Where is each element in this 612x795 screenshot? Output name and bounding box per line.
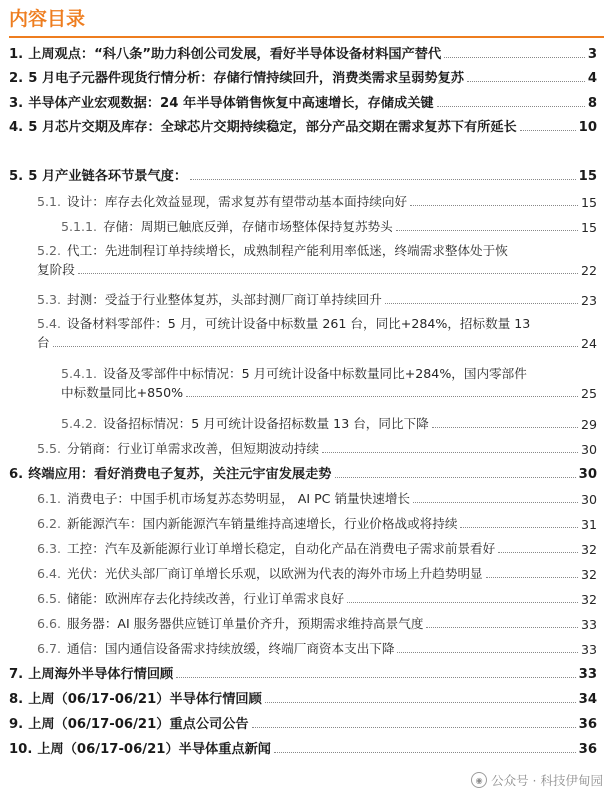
toc-leader-dots	[78, 273, 578, 274]
toc-entry[interactable]	[9, 92, 597, 111]
toc-entry-number: 6.4.	[37, 566, 62, 581]
toc-entry-page: 15	[578, 169, 597, 184]
toc-entry[interactable]	[9, 191, 597, 210]
toc-entry-page: 34	[578, 692, 597, 707]
toc-leader-dots	[444, 57, 585, 58]
toc-leader-dots	[498, 552, 578, 553]
toc-leader-dots	[53, 346, 578, 347]
toc-entry-page: 36	[578, 742, 597, 757]
toc-leader-dots	[486, 577, 578, 578]
toc-entry-page: 29	[580, 417, 597, 432]
toc-entry[interactable]	[9, 43, 597, 62]
toc-entry-number: 10.	[9, 742, 33, 757]
toc-entry-page: 4	[587, 71, 597, 86]
toc-leader-dots	[437, 106, 585, 107]
toc-entry-title: 光伏：光伏头部厂商订单增长乐观，以欧洲为代表的海外市场上升趋势明显	[67, 566, 483, 581]
toc-entry-title: 上周（06/17-06/21）半导体重点新闻	[37, 742, 271, 757]
toc-entry[interactable]	[9, 538, 597, 557]
toc-entry-title: 储能：欧洲库存去化持续改善，行业订单需求良好	[67, 591, 345, 606]
toc-entry-page: 15	[580, 195, 597, 210]
toc-entry[interactable]	[9, 216, 597, 235]
toc-entry[interactable]	[9, 513, 597, 532]
toc-entry-number: 6.2.	[37, 516, 62, 531]
toc-header	[9, 6, 604, 38]
toc-entry-number: 5.1.1.	[61, 219, 98, 234]
toc-entry-number: 5.4.1.	[61, 366, 98, 381]
toc-leader-dots	[432, 427, 578, 428]
toc-leader-dots	[460, 527, 578, 528]
toc-entry-number: 5.4.	[37, 316, 62, 331]
toc-entry-number: 5.	[9, 169, 24, 184]
toc-entry-number: 6.7.	[37, 641, 62, 656]
toc-entry-number: 1.	[9, 47, 24, 62]
toc-leader-dots	[347, 602, 578, 603]
toc-entry[interactable]	[9, 688, 597, 707]
toc-entry-title-continued: 复阶段	[37, 262, 75, 277]
toc-entry-page: 15	[580, 220, 597, 235]
toc-entry-title: 消费电子：中国手机市场复苏态势明显， AI PC 销量快速增长	[67, 491, 411, 506]
toc-entry-title: 5 月芯片交期及库存：全球芯片交期持续稳定，部分产品交期在需求复苏下有所延长	[28, 120, 517, 135]
toc-leader-dots	[274, 752, 576, 753]
toc-entry-number: 6.6.	[37, 616, 62, 631]
toc-entry-number: 5.3.	[37, 292, 62, 307]
toc-entry-title: 上周（06/17-06/21）半导体行情回顾	[28, 692, 262, 707]
toc-entry-page: 22	[580, 263, 597, 278]
toc-leader-dots	[335, 477, 576, 478]
toc-entry-number: 8.	[9, 692, 24, 707]
toc-entry-page: 30	[580, 442, 597, 457]
toc-leader-dots	[265, 702, 576, 703]
watermark	[471, 771, 603, 789]
toc-entry-page: 8	[587, 96, 597, 111]
toc-entry-page: 32	[580, 592, 597, 607]
toc-entry-page: 32	[580, 542, 597, 557]
toc-entry[interactable]	[9, 116, 597, 135]
toc-entry-title: 上周观点：“科八条”助力科创公司发展，看好半导体设备材料国产替代	[28, 47, 442, 62]
toc-leader-dots	[176, 677, 575, 678]
toc-entry-page: 10	[578, 120, 597, 135]
toc-leader-dots	[413, 502, 578, 503]
toc-entry-title: 上周海外半导体行情回顾	[28, 667, 174, 682]
toc-entry-title: 代工：先进制程订单持续增长，成熟制程产能利用率低迷，终端需求整体处于恢	[67, 243, 508, 258]
toc-entry-page: 25	[580, 386, 597, 401]
toc-entry[interactable]	[9, 713, 597, 732]
toc-entry[interactable]	[9, 289, 597, 308]
toc-entry-title: 服务器：AI 服务器供应链订单量价齐升，预期需求维持高景气度	[67, 616, 424, 631]
toc-entry-page: 36	[578, 717, 597, 732]
toc-leader-dots	[520, 130, 576, 131]
toc-entry-number: 4.	[9, 120, 24, 135]
toc-entry[interactable]	[9, 463, 597, 482]
toc-leader-dots	[397, 652, 577, 653]
toc-entry-number: 2.	[9, 71, 24, 86]
toc-title: 内容目录	[9, 8, 86, 30]
toc-entry-title-continued: 中标数量同比+850%	[61, 385, 184, 400]
toc-entry-number: 5.2.	[37, 243, 62, 258]
toc-entry-page: 32	[580, 567, 597, 582]
toc-entry-page: 33	[580, 617, 597, 632]
toc-entry[interactable]	[9, 663, 597, 682]
toc-entry-title: 存储：周期已触底反弹，存储市场整体保持复苏势头	[103, 219, 393, 234]
toc-entry-title: 工控：汽车及新能源行业订单增长稳定，自动化产品在消费电子需求前景看好	[67, 541, 496, 556]
toc-entry[interactable]	[9, 563, 597, 582]
toc-entry-title: 封测：受益于行业整体复苏，头部封测厂商订单持续回升	[67, 292, 382, 307]
toc-entry-title: 通信：国内通信设备需求持续放缓，终端厂商资本支出下降	[67, 641, 395, 656]
watermark-text: 公众号 · 科技伊甸园	[491, 773, 603, 788]
toc-entry-number: 3.	[9, 96, 24, 111]
toc-entry[interactable]	[9, 488, 597, 507]
toc-entry-number: 5.4.2.	[61, 416, 98, 431]
toc-entry[interactable]	[9, 638, 597, 657]
toc-entry[interactable]	[9, 313, 597, 351]
toc-entry[interactable]	[9, 413, 597, 432]
toc-leader-dots	[467, 81, 585, 82]
toc-entry-number: 6.	[9, 467, 24, 482]
toc-leader-dots	[186, 396, 578, 397]
toc-entry-page: 24	[580, 336, 597, 351]
toc-entry-number: 5.1.	[37, 194, 62, 209]
toc-entry-page: 33	[578, 667, 597, 682]
toc-entry-page: 30	[580, 492, 597, 507]
toc-entry[interactable]	[9, 613, 597, 632]
toc-leader-dots	[252, 727, 576, 728]
toc-entry-number: 6.1.	[37, 491, 62, 506]
toc-entry-number: 5.5.	[37, 441, 62, 456]
toc-entry-page: 30	[578, 467, 597, 482]
toc-leader-dots	[410, 205, 578, 206]
toc-entry[interactable]	[9, 165, 597, 184]
toc-entry-title: 设备招标情况：5 月可统计设备招标数量 13 台，同比下降	[103, 416, 429, 431]
toc-leader-dots	[322, 452, 578, 453]
toc-entry-title: 新能源汽车：国内新能源汽车销量维持高速增长，行业价格战或将持续	[67, 516, 458, 531]
toc-entry-title: 设备材料零部件：5 月，可统计设备中标数量 261 台，同比+284%，招标数量 13	[67, 316, 531, 331]
toc-entry-page: 33	[580, 642, 597, 657]
toc-leader-dots	[396, 230, 578, 231]
toc-entry-title: 5 月产业链各环节景气度：	[28, 169, 188, 184]
wechat-icon: ◉	[471, 772, 487, 788]
toc-entry-number: 6.3.	[37, 541, 62, 556]
toc-entry-page: 3	[587, 47, 597, 62]
toc-leader-dots	[385, 303, 578, 304]
toc-entry-title-continued: 台	[37, 335, 50, 350]
toc-entry-title: 5 月电子元器件现货行情分析：存储行情持续回升，消费类需求呈弱势复苏	[28, 71, 464, 86]
toc-entry[interactable]	[9, 438, 597, 457]
toc-entry[interactable]	[9, 240, 597, 278]
toc-entry-number: 7.	[9, 667, 24, 682]
toc-entry[interactable]	[9, 738, 597, 757]
toc-entry-page: 31	[580, 517, 597, 532]
toc-entry-number: 6.5.	[37, 591, 62, 606]
toc-entry-page: 23	[580, 293, 597, 308]
toc-entry[interactable]	[9, 363, 597, 401]
toc-entry-title: 半导体产业宏观数据：24 年半导体销售恢复中高速增长，存储成关键	[28, 96, 434, 111]
toc-entry-title: 设计：库存去化效益显现，需求复苏有望带动基本面持续向好	[67, 194, 408, 209]
toc-entry-title: 上周（06/17-06/21）重点公司公告	[28, 717, 249, 732]
toc-leader-dots	[426, 627, 578, 628]
toc-entry-title: 设备及零部件中标情况：5 月可统计设备中标数量同比+284%，国内零部件	[103, 366, 527, 381]
toc-leader-dots	[190, 179, 576, 180]
toc-entry[interactable]	[9, 588, 597, 607]
toc-entry-title: 分销商：行业订单需求改善，但短期波动持续	[67, 441, 319, 456]
toc-entry-title: 终端应用：看好消费电子复苏，关注元宇宙发展走势	[28, 467, 332, 482]
toc-entry-number: 9.	[9, 717, 24, 732]
toc-entry[interactable]	[9, 67, 597, 86]
